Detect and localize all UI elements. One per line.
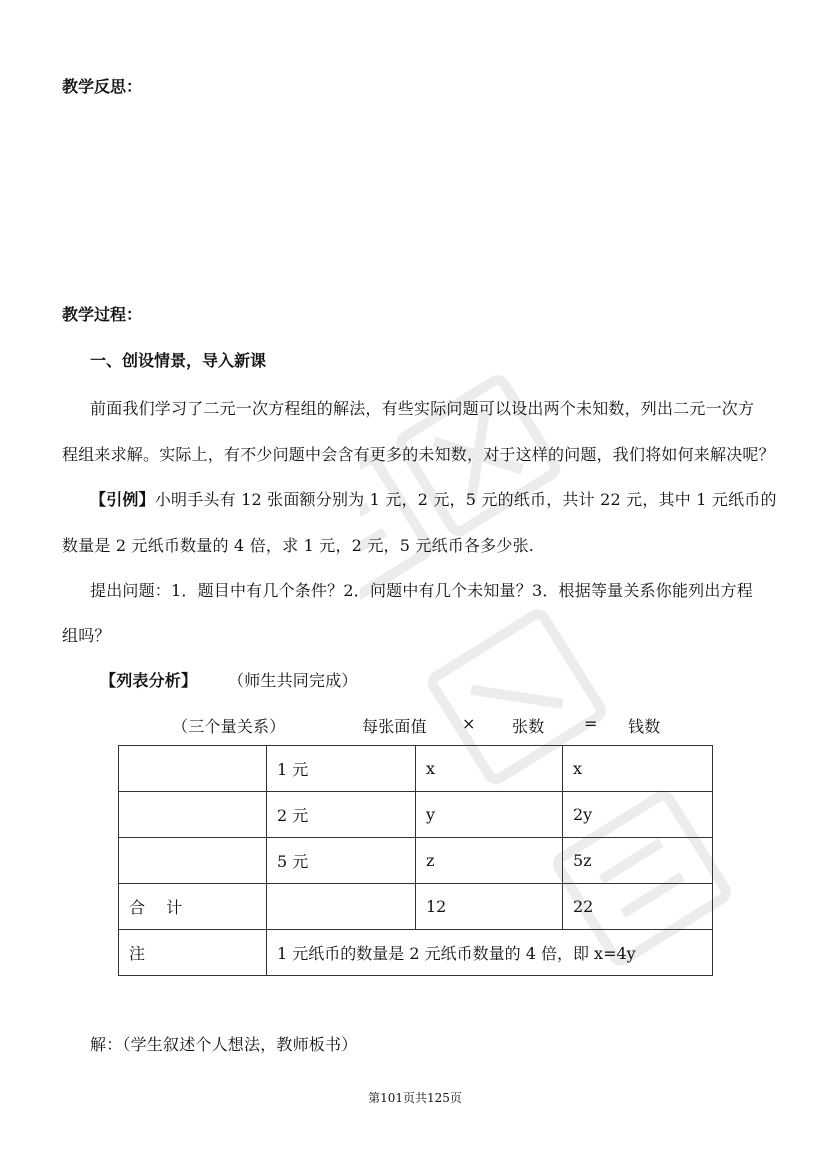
section-title-reflection: 教学反思：	[62, 77, 143, 96]
table-cell	[267, 884, 416, 930]
table-cell: 1 元	[267, 746, 416, 792]
analysis-label: 【列表分析】	[100, 671, 198, 690]
table-cell: y	[416, 792, 563, 838]
table-cell: 合 计	[119, 884, 267, 930]
intro-line-2: 程组来求解。实际上，有不少问题中会含有更多的未知数，对于这样的问题，我们将如何来解决呢？	[62, 445, 775, 464]
table-cell: z	[416, 838, 563, 884]
table-header-equals: =	[584, 714, 598, 733]
questions-line-2: 组吗？	[62, 626, 111, 645]
table-cell: x	[416, 746, 563, 792]
table-cell: 2 元	[267, 792, 416, 838]
solution-line: 解：（学生叙述个人想法，教师板书）	[90, 1035, 358, 1054]
intro-line-1: 前面我们学习了二元一次方程组的解法，有些实际问题可以设出两个未知数，列出二元一次方	[90, 399, 755, 418]
table-row	[119, 792, 713, 838]
example-label: 【引例】	[90, 490, 155, 509]
watermark	[360, 300, 820, 1120]
questions-line-1: 提出问题：1．题目中有几个条件？2．问题中有几个未知量？3．根据等量关系你能列出方程	[90, 581, 753, 600]
table-cell: 5 元	[267, 838, 416, 884]
table-cell: 22	[563, 884, 713, 930]
table-row-note	[119, 930, 713, 976]
table-row	[119, 838, 713, 884]
table-header-relation: （三个量关系）	[172, 717, 286, 736]
analysis-table	[118, 745, 713, 976]
analysis-note: （师生共同完成）	[228, 671, 358, 690]
table-cell	[119, 838, 267, 884]
table-cell: x	[563, 746, 713, 792]
table-header-face-value: 每张面值	[362, 717, 427, 736]
example-paragraph	[90, 487, 777, 510]
table-row	[119, 746, 713, 792]
table-cell: 5z	[563, 838, 713, 884]
subsection-title: 一、创设情景，导入新课	[90, 351, 267, 370]
table-row-total	[119, 884, 713, 930]
example-line-1: 小明手头有 12 张面额分别为 1 元，2 元，5 元的纸币，共计 22 元，其中 1 元纸币的	[154, 490, 777, 509]
table-cell	[119, 746, 267, 792]
example-line-2: 数量是 2 元纸币数量的 4 倍，求 1 元，2 元，5 元纸币各多少张.	[62, 536, 535, 555]
table-header-times: ×	[462, 714, 476, 733]
table-header-amount: 钱数	[628, 717, 661, 736]
table-cell-note-label: 注	[119, 930, 267, 976]
section-title-process: 教学过程：	[62, 305, 143, 324]
table-cell	[119, 792, 267, 838]
page-number: 第101页共125页	[368, 1091, 462, 1105]
table-cell-note-text: 1 元纸币的数量是 2 元纸币数量的 4 倍，即 x=4y	[267, 930, 713, 976]
table-cell: 12	[416, 884, 563, 930]
table-header-count: 张数	[512, 717, 545, 736]
table-cell: 2y	[563, 792, 713, 838]
